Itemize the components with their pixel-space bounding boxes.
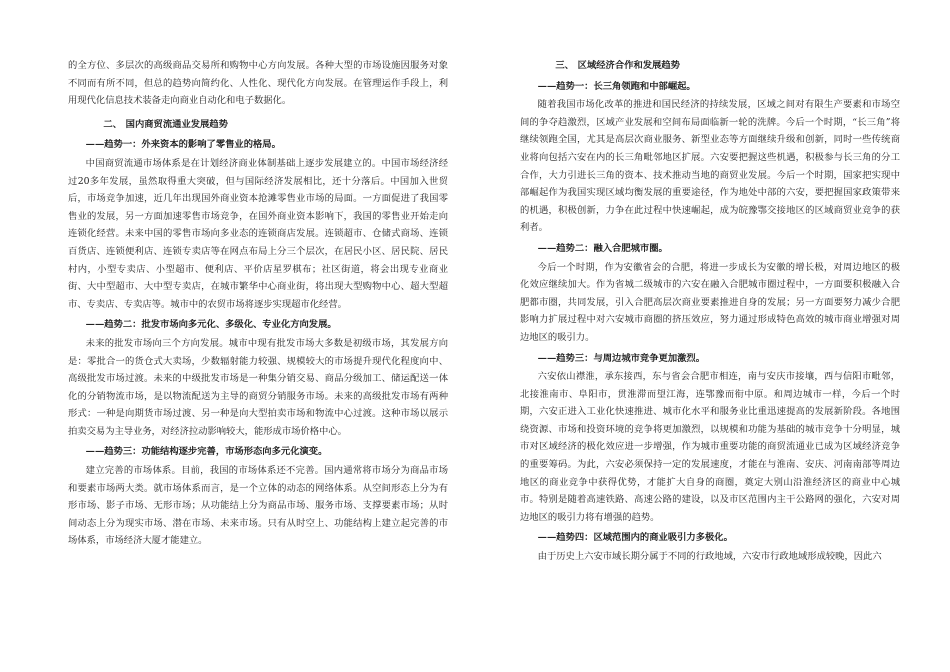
section-title: 国内商贸流通业发展趋势	[125, 118, 228, 130]
section-heading-2	[68, 116, 448, 134]
section-title: 区域经济合作和发展趋势	[577, 60, 680, 71]
trend-heading-2: ——趋势二：批发市场向多元化、多级化、专业化方向发展。	[85, 319, 337, 331]
region-trend-paragraph-2: 今后一个时期，作为安徽省会的合肥，将进一步成长为安徽的增长极，对周边地区的极化效应继续加大。作为省城二级城市的六安在融入合肥城市圈过程中，一方面要积极融入合肥都市圈，共同发展，引入合肥高层次商业要素推进自身的发展；另一方面要努力减少合肥影响力扩展过程中对六安城市商圈的挤压效应，努力通过形成特色高效的城市商业增强对周边地区的吸引力。	[520, 261, 900, 343]
region-trend-paragraph-1: 随着我国市场化改革的推进和国民经济的持续发展，区域之间对有限生产要素和市场空间的争夺趋激烈，区域产业发展和空间布局面临新一轮的洗牌。今后一个时期，“长三角”将继续领跑全国，尤其是高层次商业服务、新型业态等方面继续升级和创新，同时一些传统商业将向包括六安在内的长三角毗邻地区扩展。六安要把握这些机遇，积极参与长三角的分工合作，大力引进长三角的资本、技术推动当地的商贸业发展。今后一个时期，国家把实现中部崛起作为我国实现区域均衡发展的重要途径，作为地处中部的六安，要把握国家政策带来的机遇，积极创新，力争在此过程中快速崛起，成为皖豫鄂交接地区的区域商贸业竞争的获利者。	[520, 99, 900, 234]
region-trend-heading-3: ——趋势三：与周边城市竞争更加激烈。	[537, 352, 706, 364]
region-trend-heading-1: ——趋势一：长三角领跑和中部崛起。	[537, 80, 696, 92]
right-column	[520, 57, 900, 566]
trend-paragraph-2: 未来的批发市场向三个方向发展。城市中现有批发市场大多数是初级市场，其发展方向是：零批合一的货仓式大卖场，少数辐射能力较强、规模较大的市场提升现代化程度向中、高级批发市场过渡。未来的中级批发市场是一种集分销交易、商品分级加工、储运配送一体化的分销物流市场，是以物流配送为主导的商贸分销服务市场。未来的高级批发市场有两种形式：一种是向期货市场过渡、另一种是向大型拍卖市场和物流中心过渡。这种市场以展示拍卖交易为主导业务，对经济拉动影响较大，能形成市场价格中心。	[68, 337, 448, 437]
section-heading-3	[520, 57, 900, 75]
trend-heading-3: ——趋势三：功能结构逐步完善，市场形态向多元化演变。	[85, 446, 328, 458]
section-number: 三、	[555, 60, 574, 71]
region-trend-heading-4: ——趋势四：区域范围内的商业吸引力多极化。	[537, 532, 733, 544]
region-trend-heading-2: ——趋势二：融入合肥城市圈。	[537, 242, 668, 254]
trend-paragraph-1: 中国商贸流通市场体系是在计划经济商业体制基础上逐步发展建立的。中国市场经济经过20多年发展，虽然取得重大突破，但与国际经济发展相比，还十分落后。中国加入世贸后，市场竞争加速，近几年出现国外商业资本抢滩零售业市场的局面。一方面促进了我国零售业的发展，另一方面加速零售市场竞争，在国外商业资本影响下，我国的零售业开始走向连锁化经营。未来中国的零售市场向多业态的连锁商店发展。连锁超市、仓储式商场、连锁百货店、连锁便利店、连锁专卖店等在网点布局上分三个层次，在居民小区、居民院、居民村内，小型专卖店、小型超市、便利店、平价店星罗棋布；社区街道，将会出现专业商业街、大中型超市、大中型专卖店，在城市繁华中心商业街，将出现大型购物中心、超大型超市、专卖店、专卖店等。城市中的农贸市场将逐步实现超市化经营。	[68, 157, 448, 310]
region-trend-paragraph-3: 六安依山襟淮，承东接西，东与省会合肥市相连，南与安庆市接壤，西与信阳市毗邻，北接淮南市、阜阳市，贯淮滞而望江海，连鄂豫而衔中原。和周边城市一样，今后一个时期，六安正进入工业化快速推进、城市化水平和服务业比重迅速提高的发展新阶段。各地围绕资源、市场和投资环境的竞争将更加激烈，以规模和功能为基础的城市竞争十分明显，城市对区域经济的极化效应进一步增强，作为城市重要功能的商贸流通业已成为区域经济竞争的重要筹码。为此，六安必须保持一定的发展速度，才能在与淮南、安庆、河南南部等周边地区的商业竞争中获得优势，才能扩大自身的商圈，奠定大别山沿淮经济区的商业中心城市。特别是随着高速铁路、高速公路的建设，以及市区范围内主干公路网的强化，六安对周边地区的吸引力将有增强的趋势。	[520, 371, 900, 523]
section-number: 二、	[103, 118, 122, 130]
trend-heading-1: ——趋势一：外来资本的影响了零售业的格局。	[85, 139, 281, 151]
left-column	[68, 57, 448, 550]
intro-paragraph: 的全方位、多层次的高级商品交易所和购物中心方向发展。各种大型的市场设施因服务对象不同而有所不同，但总的趋势向简约化、人性化、现代化方向发展。在管理运作手段上，利用现代化信息技术装备走向商业自动化和电子数据化。	[68, 60, 448, 107]
region-trend-paragraph-4: 由于历史上六安市域长期分属于不同的行政地域，六安市行政地域形成较晚，因此六	[537, 551, 882, 563]
trend-paragraph-3: 建立完善的市场体系。目前，我国的市场体系还不完善。国内通常将市场分为商品市场和要素市场两大类。就市场体系而言，是一个立体的动态的网络体系。从空间形态上分为有形市场、影子市场、无形市场；从功能结上分为商品市场、服务市场、支撑要素市场；从时间动态上分为现实市场、潜在市场、未来市场。只有从时空上、功能结构上建立起完善的市场体系，市场经济大厦才能建立。	[68, 465, 448, 547]
